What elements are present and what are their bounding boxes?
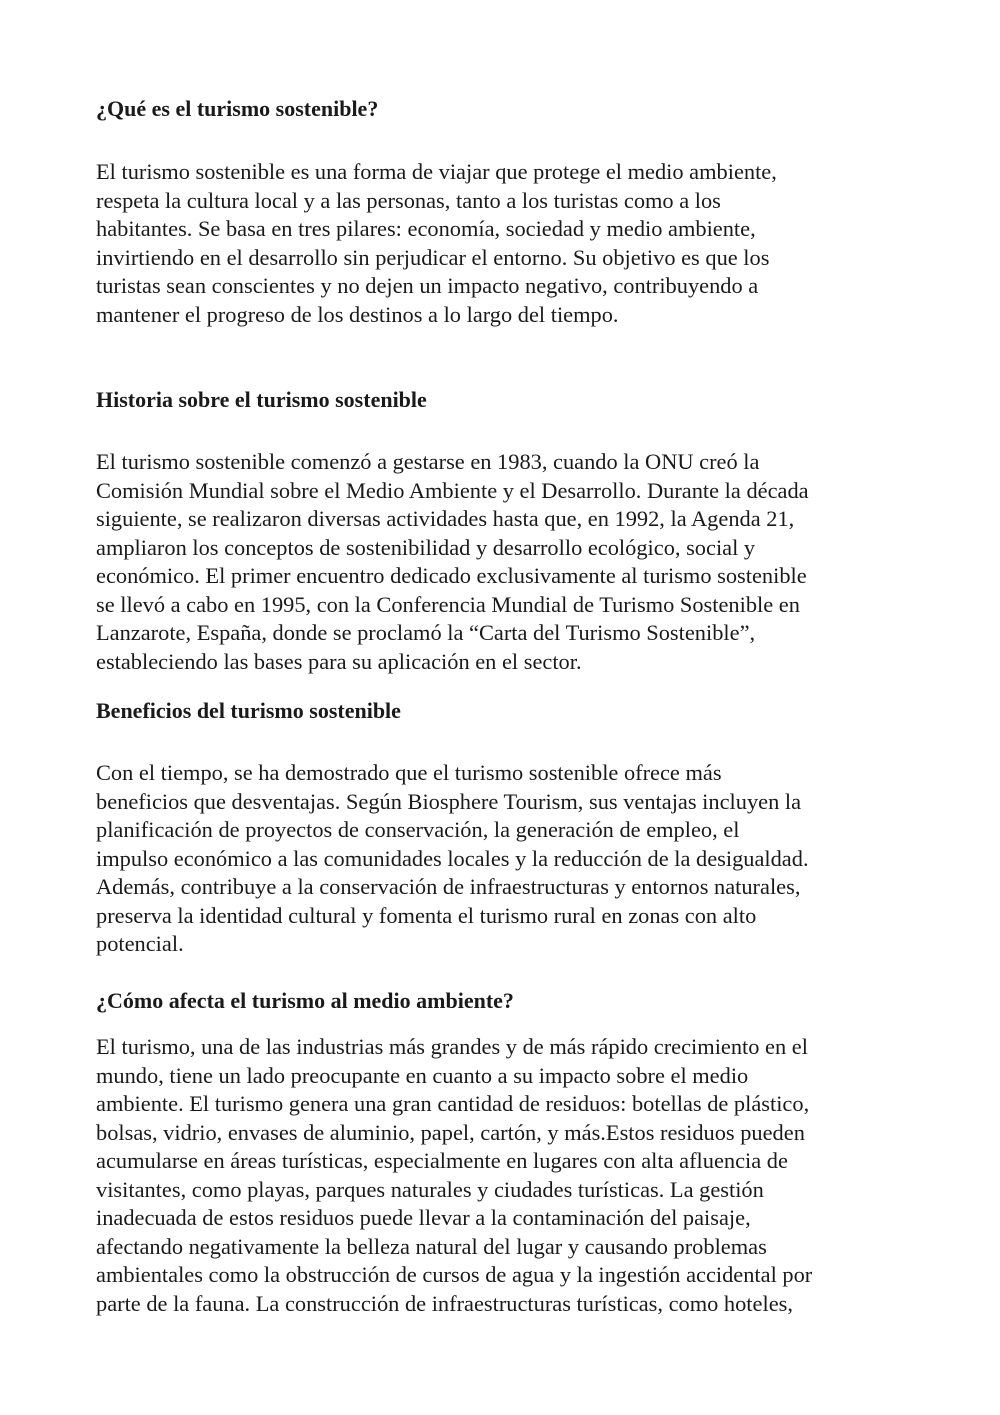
text-line: mantener el progreso de los destinos a lo largo del tiempo. <box>96 301 619 327</box>
text-line: parte de la fauna. La construcción de infraestructuras turísticas, como hoteles, <box>96 1290 793 1316</box>
section-heading: ¿Cómo afecta el turismo al medio ambiente? <box>96 988 514 1013</box>
text-line: ambiente. El turismo genera una gran cantidad de residuos: botellas de plástico, <box>96 1091 810 1116</box>
text-line: mundo, tiene un lado preocupante en cuanto a su impacto sobre el medio <box>96 1062 749 1088</box>
text-line: preserva la identidad cultural y fomenta el turismo rural en zonas con alto <box>96 902 757 928</box>
text-line: Comisión Mundial sobre el Medio Ambiente y el Desarrollo. Durante la década <box>96 477 809 503</box>
text-line: Con el tiempo, se ha demostrado que el turismo sostenible ofrece más <box>96 760 722 785</box>
text-line: se llevó a cabo en 1995, con la Conferencia Mundial de Turismo Sostenible en <box>96 591 800 617</box>
text-line: Además, contribuye a la conservación de infraestructuras y entornos naturales, <box>96 874 801 899</box>
text-line: bolsas, vidrio, envases de aluminio, papel, cartón, y más.Estos residuos pueden <box>96 1119 805 1145</box>
text-line: impulso económico a las comunidades locales y la reducción de la desigualdad. <box>96 845 809 871</box>
text-line: beneficios que desventajas. Según Biosphere Tourism, sus ventajas incluyen la <box>96 788 802 814</box>
section-paragraph <box>96 158 777 329</box>
text-line: estableciendo las bases para su aplicación en el sector. <box>96 648 582 674</box>
text-line: planificación de proyectos de conservación, la generación de empleo, el <box>96 817 740 842</box>
text-line: ampliaron los conceptos de sostenibilidad y desarrollo ecológico, social y <box>96 534 756 560</box>
section-paragraph <box>96 1033 812 1318</box>
text-line: habitantes. Se basa en tres pilares: economía, sociedad y medio ambiente, <box>96 216 756 241</box>
text-line: invirtiendo en el desarrollo sin perjudicar el entorno. Su objetivo es que los <box>96 244 770 270</box>
text-line: turistas sean conscientes y no dejen un impacto negativo, contribuyendo a <box>96 273 759 298</box>
section-heading: Beneficios del turismo sostenible <box>96 698 401 723</box>
text-line: afectando negativamente la belleza natural del lugar y causando problemas <box>96 1233 767 1259</box>
text-line: El turismo, una de las industrias más grandes y de más rápido crecimiento en el <box>96 1034 808 1059</box>
section-heading: Historia sobre el turismo sostenible <box>96 387 427 412</box>
text-line: económico. El primer encuentro dedicado exclusivamente al turismo sostenible <box>96 563 807 588</box>
text-line: potencial. <box>96 931 184 956</box>
text-line: acumularse en áreas turísticas, especialmente en lugares con alta afluencia de <box>96 1148 788 1173</box>
text-line: El turismo sostenible es una forma de viajar que protege el medio ambiente, <box>96 159 777 184</box>
text-line: respeta la cultura local y a las personas, tanto a los turistas como a los <box>96 187 721 213</box>
text-line: El turismo sostenible comenzó a gestarse en 1983, cuando la ONU creó la <box>96 449 760 474</box>
text-line: ambientales como la obstrucción de cursos de agua y la ingestión accidental por <box>96 1262 813 1287</box>
text-line: Lanzarote, España, donde se proclamó la “Carta del Turismo Sostenible”, <box>96 620 756 645</box>
text-line: siguiente, se realizaron diversas actividades hasta que, en 1992, la Agenda 21, <box>96 506 795 531</box>
section-paragraph <box>96 759 809 959</box>
text-line: visitantes, como playas, parques naturales y ciudades turísticas. La gestión <box>96 1176 764 1202</box>
section-paragraph <box>96 448 809 676</box>
text-line: inadecuada de estos residuos puede llevar a la contaminación del paisaje, <box>96 1205 751 1230</box>
section-heading: ¿Qué es el turismo sostenible? <box>96 96 379 121</box>
